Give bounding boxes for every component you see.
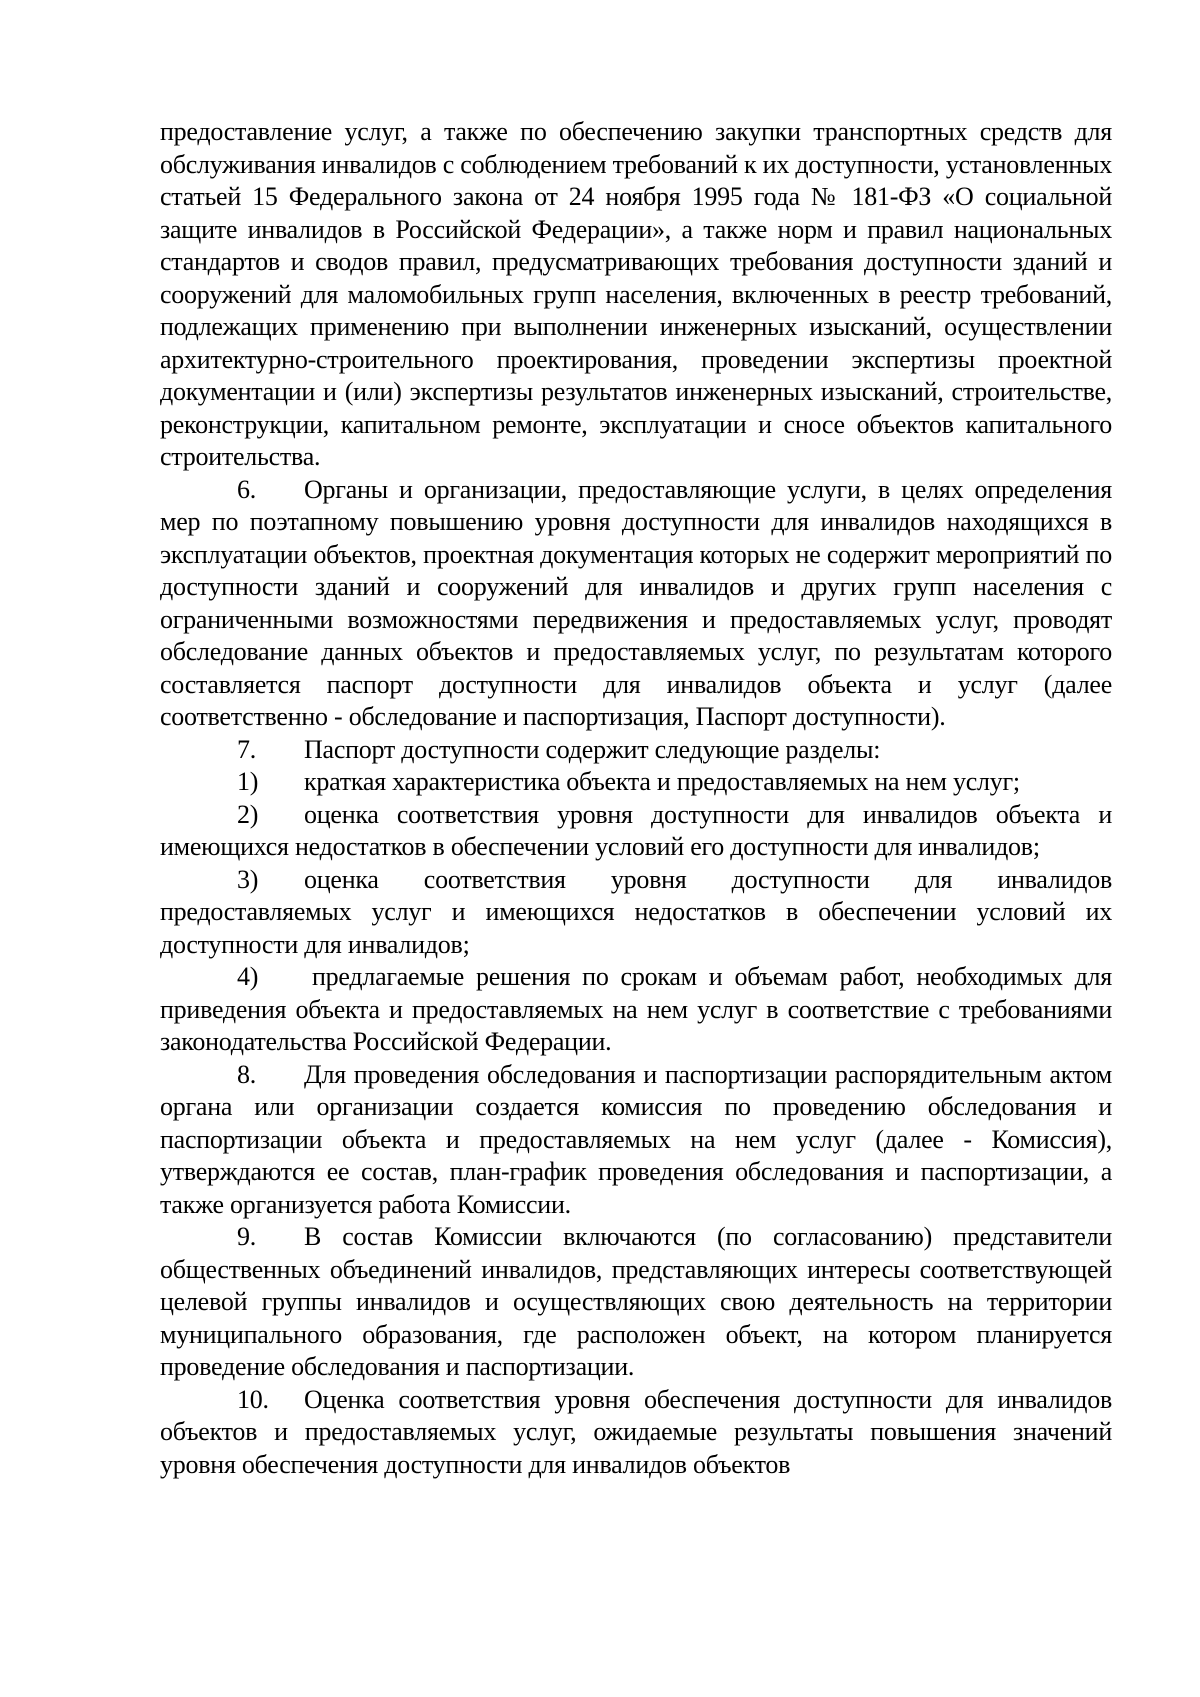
list-item-1	[160, 766, 1112, 799]
list-item-text: оценка соответствия уровня доступности для инвалидов предоставляемых услуг и имеющихся недостатков в обеспечении условий их доступности для инвалидов;	[160, 864, 1112, 959]
paragraph-number: 6.	[237, 474, 256, 504]
paragraph-6	[160, 474, 1112, 734]
document-body	[160, 116, 1112, 1481]
list-item-2	[160, 799, 1112, 864]
paragraph-text: В состав Комиссии включаются (по согласованию) представители общественных объединений инвалидов, представляющих интересы соответствующей целевой группы инвалидов и осуществляющих свою деятельность на территории муниципального образования, где расположен объект, на котором планируется проведение обследования и паспортизации.	[160, 1222, 1112, 1381]
paragraph-text: Органы и организации, предоставляющие услуги, в целях определения мер по поэтапному повышению уровня доступности для инвалидов находящихся в эксплуатации объектов, проектная документация которых не содержит мероприятий по доступности зданий и сооружений для инвалидов и других групп населения с ограниченными возможностями передвижения и предоставляемых услуг, проводят обследование данных объектов и предоставляемых услуг, по результатам которого составляется паспорт доступности для инвалидов объекта и услуг (далее соответственно - обследование и паспортизация, Паспорт доступности).	[160, 474, 1112, 731]
list-item-3	[160, 864, 1112, 962]
list-item-number: 2)	[237, 799, 259, 829]
paragraph-number: 7.	[237, 734, 256, 764]
list-item-number: 4)	[237, 962, 259, 991]
list-item-text: предлагаемые решения по срокам и объемам работ, необходимых для приведения объекта и предоставляемых на нем услуг в соответствие с требованиями законодательства Российской Федерации.	[160, 962, 1112, 1056]
paragraph-8	[160, 1059, 1112, 1222]
list-item-text: краткая характеристика объекта и предоставляемых на нем услуг;	[304, 767, 1020, 796]
paragraph-text: Паспорт доступности содержит следующие разделы:	[304, 734, 881, 764]
paragraph-10	[160, 1384, 1112, 1482]
list-item-number: 1)	[237, 767, 259, 796]
paragraph-number: 8.	[237, 1059, 256, 1089]
paragraph-number: 9.	[237, 1222, 256, 1251]
paragraph-number: 10.	[237, 1384, 269, 1414]
list-item-text: оценка соответствия уровня доступности для инвалидов объекта и имеющихся недостатков в обеспечении условий его доступности для инвалидов;	[160, 799, 1112, 861]
paragraph-text: предоставление услуг, а также по обеспечению закупки транспортных средств для обслуживания инвалидов с соблюдением требований к их доступности, установленных статьей 15 Федерального закона от 24 ноября 1995 года № 181-ФЗ «О социальной защите инвалидов в Российской Федерации», а также норм и правил национальных стандартов и сводов правил, предусматривающих требования доступности зданий и сооружений для маломобильных групп населения, включенных в реестр требований, подлежащих применению при выполнении инженерных изысканий, осуществлении архитектурно-строительного проектирования, проведении экспертизы проектной документации и (или) экспертизы результатов инженерных изысканий, строительстве, реконструкции, капитальном ремонте, эксплуатации и сносе объектов капитального строительства.	[160, 117, 1112, 471]
paragraph-9	[160, 1221, 1112, 1384]
paragraph-text: Оценка соответствия уровня обеспечения доступности для инвалидов объектов и предоставляемых услуг, ожидаемые результаты повышения значений уровня обеспечения доступности для инвалидов объектов	[160, 1384, 1112, 1479]
paragraph-continuation	[160, 116, 1112, 474]
list-item-4	[160, 961, 1112, 1059]
paragraph-7	[160, 734, 1112, 767]
paragraph-text: Для проведения обследования и паспортизации распорядительным актом органа или организации создается комиссия по проведению обследования и паспортизации объекта и предоставляемых на нем услуг (далее - Комиссия), утверждаются ее состав, план-график проведения обследования и паспортизации, а также организуется работа Комиссии.	[160, 1059, 1112, 1219]
list-item-number: 3)	[237, 864, 259, 894]
